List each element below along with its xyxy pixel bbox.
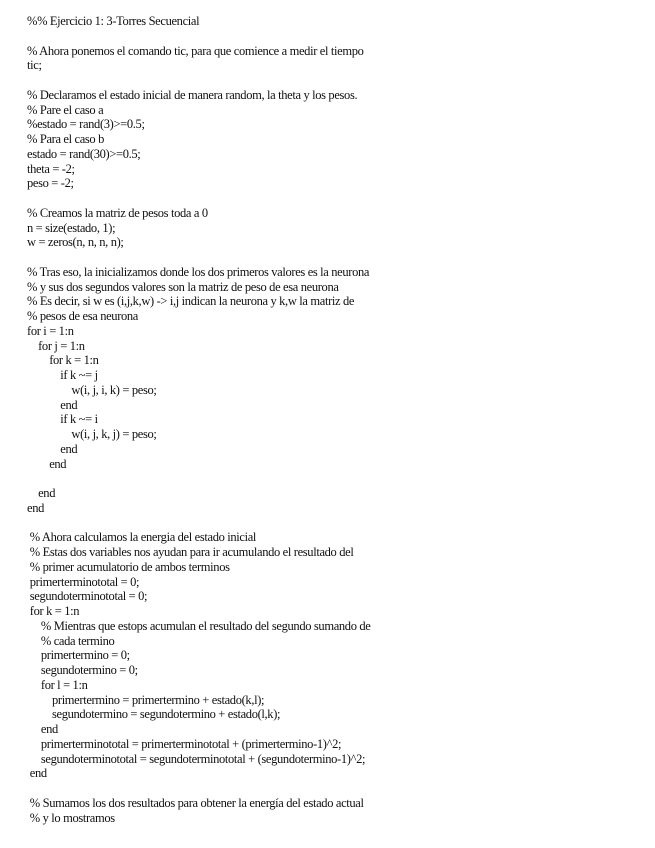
code-line: for k = 1:n <box>27 604 80 618</box>
code-line: tic; <box>27 58 42 73</box>
code-line: % Tras eso, la inicializamos donde los dos primeros valores es la neurona <box>27 264 370 279</box>
code-line: w = zeros(n, n, n, n); <box>27 235 124 250</box>
blank-line <box>27 250 647 265</box>
blank-line <box>27 471 647 486</box>
code-line: % Para el caso b <box>27 132 105 146</box>
code-line: %% Ejercicio 1: 3-Torres Secuencial <box>27 14 200 28</box>
code-line: end <box>27 456 67 471</box>
code-line: primertermino = primertermino + estado(k,l); <box>27 692 265 707</box>
code-line: end <box>27 766 47 781</box>
code-line: % Es decir, si w es (i,j,k,w) -> i,j indican la neurona y k,w la matriz de <box>27 294 355 309</box>
code-line: w(i, j, i, k) = peso; <box>27 382 157 397</box>
code-line: primerterminototal = primerterminototal + (primertermino-1)^2; <box>27 736 342 751</box>
code-line: theta = -2; <box>27 161 75 176</box>
code-line: % Estas dos variables nos ayudan para ir acumulando el resultado del <box>27 545 354 559</box>
code-line: if k ~= i <box>27 412 98 427</box>
blank-line <box>27 191 647 206</box>
code-line: % Creamos la matriz de pesos toda a 0 <box>27 205 208 220</box>
code-line: peso = -2; <box>27 176 74 191</box>
code-line: for i = 1:n <box>27 323 74 338</box>
blank-line <box>27 73 647 88</box>
code-line: segundoterminototal = segundoterminototal + (segundotermino-1)^2; <box>27 751 366 766</box>
code-line: % y lo mostramos <box>27 810 115 825</box>
blank-line <box>27 29 647 44</box>
code-line: % Declaramos el estado inicial de manera random, la theta y los pesos. <box>27 87 358 102</box>
blank-line <box>27 781 647 796</box>
code-line: primerterminototal = 0; <box>27 574 140 589</box>
code-line: estado = rand(30)>=0.5; <box>27 146 141 161</box>
code-line: % primer acumulatorio de ambos terminos <box>27 559 230 574</box>
code-line: for j = 1:n <box>27 338 85 353</box>
blank-line <box>27 516 647 531</box>
code-line: end <box>27 441 78 456</box>
code-line: % pesos de esa neurona <box>27 309 139 323</box>
code-line: for l = 1:n <box>27 677 88 692</box>
code-line: end <box>27 397 78 412</box>
code-line: segundoterminototal = 0; <box>27 589 148 604</box>
code-line: n = size(estado, 1); <box>27 220 116 235</box>
code-line: % y sus dos segundos valores son la matriz de peso de esa neurona <box>27 279 339 294</box>
code-line: end <box>27 722 58 736</box>
document-page <box>27 14 647 825</box>
code-line: %estado = rand(3)>=0.5; <box>27 117 145 132</box>
code-line: for k = 1:n <box>27 353 99 368</box>
code-line: end <box>27 500 44 515</box>
code-line: end <box>27 486 56 500</box>
code-line: % Ahora calculamos la energia del estado inicial <box>27 530 257 545</box>
code-line: % Mientras que estops acumulan el resultado del segundo sumando de <box>27 618 371 633</box>
code-line: segundotermino = segundotermino + estado(l,k); <box>27 707 281 722</box>
code-line: w(i, j, k, j) = peso; <box>27 427 157 441</box>
code-line: % cada termino <box>27 633 115 648</box>
code-line: if k ~= j <box>27 368 98 382</box>
code-line: % Ahora ponemos el comando tic, para que comience a medir el tiempo <box>27 43 364 58</box>
code-line: segundotermino = 0; <box>27 663 138 677</box>
code-line: % Pare el caso a <box>27 102 104 117</box>
code-line: % Sumamos los dos resultados para obtener la energía del estado actual <box>27 795 364 810</box>
code-line: primertermino = 0; <box>27 648 130 663</box>
